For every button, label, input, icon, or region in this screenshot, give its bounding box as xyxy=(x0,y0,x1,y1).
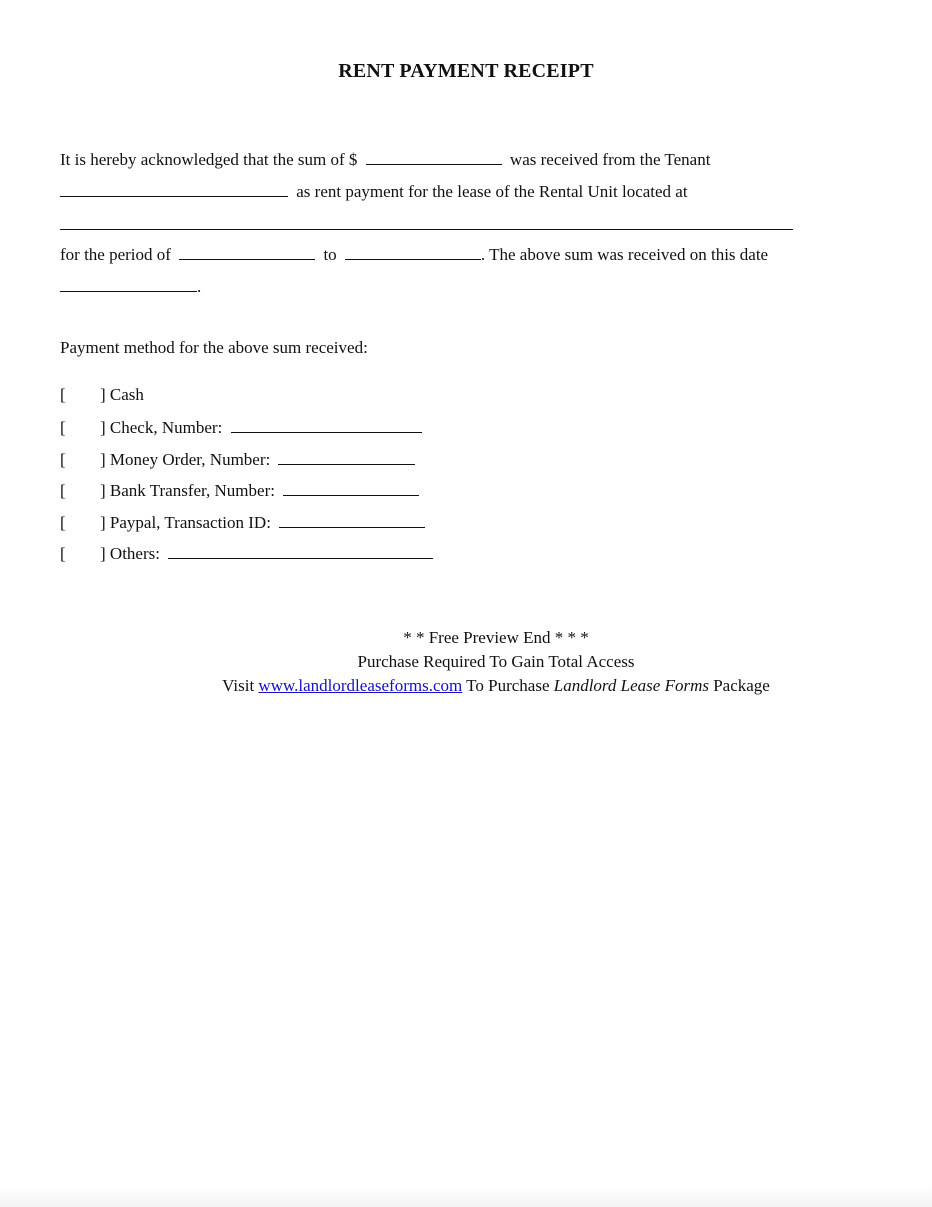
option-label: ] Others: xyxy=(100,544,160,563)
sum-prefix-text: It is hereby acknowledged that the sum of $ xyxy=(60,150,358,169)
checkbox-bracket: [ xyxy=(60,544,66,563)
checkbox-bracket: [ xyxy=(60,481,66,500)
amount-blank[interactable] xyxy=(366,148,502,165)
received-from-text: was received from the Tenant xyxy=(509,150,711,169)
receipt-line-5 xyxy=(60,275,201,298)
receipt-line-2 xyxy=(60,180,688,203)
tenant-name-blank[interactable] xyxy=(60,180,288,197)
website-link[interactable]: www.landlordleaseforms.com xyxy=(258,676,463,695)
option-check[interactable] xyxy=(60,416,422,439)
checkbox-bracket: [ xyxy=(60,513,66,532)
purchase-required-notice: Purchase Required To Gain Total Access xyxy=(357,652,635,671)
period-of-text: for the period of xyxy=(60,245,171,264)
payment-method-label: Payment method for the above sum received: xyxy=(60,338,368,357)
checkbox-bracket: [ xyxy=(60,418,66,437)
receipt-line-4 xyxy=(60,243,768,266)
receipt-line-1 xyxy=(60,148,710,171)
document-title: RENT PAYMENT RECEIPT xyxy=(338,60,594,82)
received-date-blank[interactable] xyxy=(60,275,197,292)
option-others[interactable] xyxy=(60,542,433,565)
rental-unit-address-blank[interactable] xyxy=(60,229,793,230)
checkbox-bracket: [ xyxy=(60,385,66,404)
option-paypal[interactable] xyxy=(60,511,425,534)
option-label: ] Paypal, Transaction ID: xyxy=(100,513,271,532)
option-bank-transfer[interactable] xyxy=(60,479,419,502)
rent-payment-text: as rent payment for the lease of the Rental Unit located at xyxy=(296,182,688,201)
option-label: ] Money Order, Number: xyxy=(100,450,271,469)
visit-line xyxy=(0,674,932,698)
period-text: . xyxy=(197,277,202,296)
paypal-transaction-blank[interactable] xyxy=(279,511,425,528)
to-purchase-text: To Purchase xyxy=(466,676,550,695)
option-label: ] Cash xyxy=(100,385,144,404)
check-number-blank[interactable] xyxy=(231,416,422,433)
option-money-order[interactable] xyxy=(60,448,415,471)
period-end-blank[interactable] xyxy=(345,243,481,260)
money-order-number-blank[interactable] xyxy=(278,448,415,465)
option-label: ] Bank Transfer, Number: xyxy=(100,481,275,500)
product-name: Landlord Lease Forms xyxy=(553,676,709,695)
bank-transfer-number-blank[interactable] xyxy=(283,479,419,496)
to-text: to xyxy=(323,245,337,264)
received-date-text: . The above sum was received on this date xyxy=(480,245,769,264)
option-cash[interactable] xyxy=(60,384,144,406)
visit-text: Visit xyxy=(222,676,255,695)
period-start-blank[interactable] xyxy=(179,243,315,260)
page-bottom-edge xyxy=(0,1185,932,1207)
package-text: Package xyxy=(713,676,770,695)
checkbox-bracket: [ xyxy=(60,450,66,469)
others-blank[interactable] xyxy=(168,542,433,559)
preview-end-notice: * * Free Preview End * * * xyxy=(403,628,589,647)
option-label: ] Check, Number: xyxy=(100,418,223,437)
